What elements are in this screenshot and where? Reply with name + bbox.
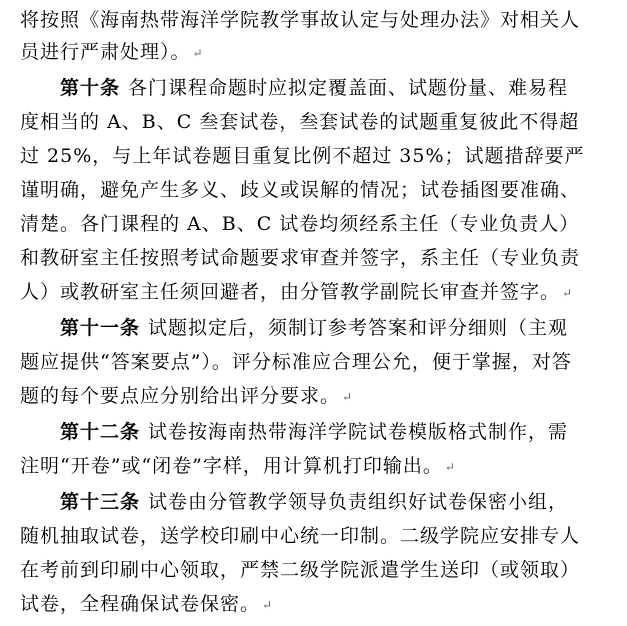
text-line: 题应提供“答案要点”）。评分标准应合理公允，便于掌握，对答 (20, 351, 572, 373)
paragraph-mark-icon: ↵ (342, 390, 354, 404)
text-line: 在考前到印刷中心领取，严禁二级学院派遣学生送印（或领取） (20, 559, 581, 581)
article-13-first-line: 第十三条 试卷由分管教学领导负责组织好试卷保密小组， (60, 491, 569, 513)
article-11-first-line: 第十一条 试题拟定后，须制订参考答案和评分细则（主观 (60, 317, 569, 339)
text-line: 人）或教研室主任须回避者，由分管教学副院长审查并签字。 ↵ (20, 281, 574, 303)
paragraph-mark-icon: ↵ (262, 598, 274, 612)
text-line: 清楚。各门课程的 A、B、C 试卷均须经系主任（专业负责人） (20, 213, 580, 235)
paragraph-mark-icon: ↵ (444, 460, 456, 474)
article-heading: 第十一条 (60, 317, 141, 339)
text-line: 试卷，全程确保试卷保密。 ↵ (20, 593, 274, 615)
text-line: 谨明确，避免产生多义、歧义或误解的情况；试卷插图要准确、 (20, 179, 581, 201)
text-line: 过 25%，与上年试卷题目重复比例不超过 35%；试题措辞要严 (20, 145, 585, 167)
text-line: 和教研室主任按照考试命题要求审查并签字，系主任（专业负责 (20, 247, 581, 269)
article-heading: 第十三条 (60, 491, 141, 513)
article-heading: 第十条 (60, 77, 121, 99)
paragraph-mark-icon: ↵ (562, 286, 574, 300)
text-line: 度相当的 A、B、C 叁套试卷，叁套试卷的试题重复彼此不得超 (20, 111, 580, 133)
text-line: 注明“开卷”或“闭卷”字样，用计算机打印输出。 ↵ (20, 455, 456, 477)
article-heading: 第十二条 (60, 421, 141, 443)
paragraph-mark-icon: ↵ (192, 46, 204, 60)
article-12-first-line: 第十二条 试卷按海南热带海洋学院试卷模版格式制作，需 (60, 421, 569, 443)
text-line: 员进行严肃处理）。 ↵ (20, 41, 204, 63)
article-10-first-line: 第十条 各门课程命题时应拟定覆盖面、试题份量、难易程 (60, 77, 569, 99)
text-line: 将按照《海南热带海洋学院教学事故认定与处理办法》对相关人 (20, 9, 581, 31)
text-line: 题的每个要点应分别给出评分要求。 ↵ (20, 385, 354, 407)
text-line: 随机抽取试卷，送学校印刷中心统一印制。二级学院应安排专人 (20, 525, 581, 547)
